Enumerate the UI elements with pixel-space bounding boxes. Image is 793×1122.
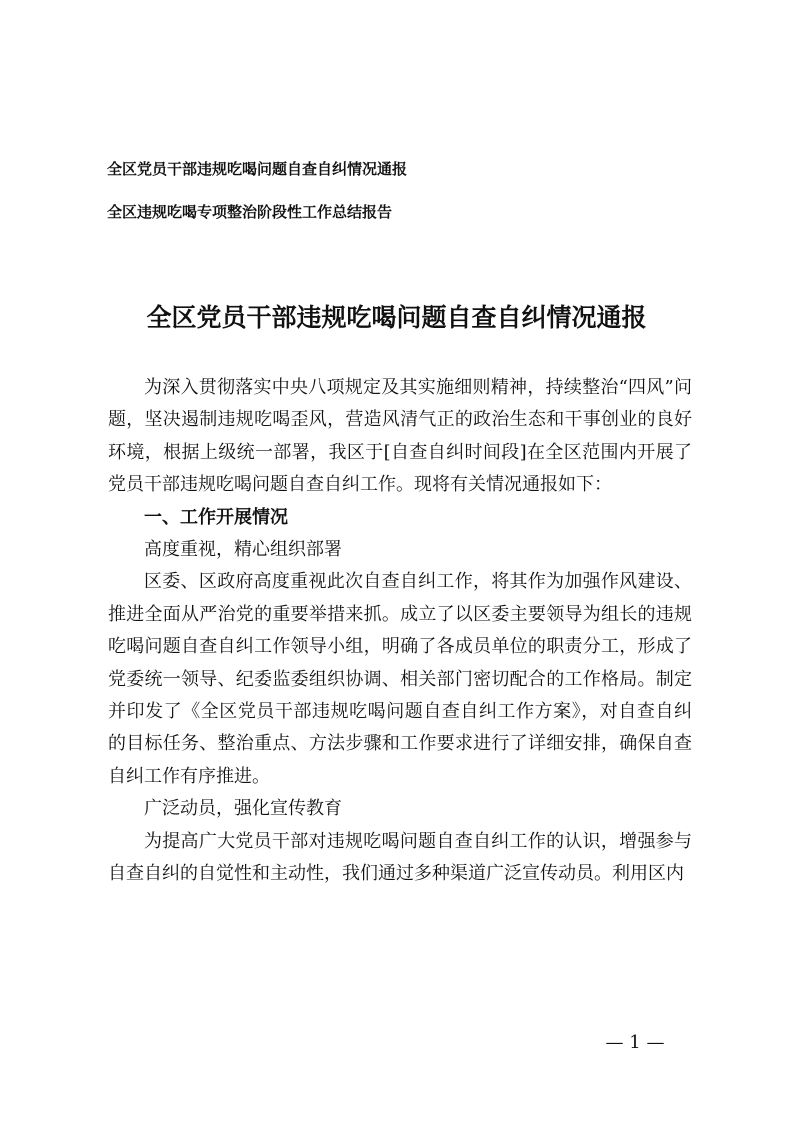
subsection-2-heading: 广泛动员，强化宣传教育: [144, 798, 342, 820]
page-number: — 1 —: [605, 1032, 665, 1053]
toc-item-1[interactable]: 全区党员干部违规吃喝问题自查自纠情况通报: [107, 160, 408, 178]
section-1-heading: 一、工作开展情况: [144, 506, 288, 528]
subsection-1-paragraph: 区委、区政府高度重视此次自查自纠工作，将其作为加强作风建设、推进全面从严治党的重要举措来抓。成立了以区委主要领导为组长的违规吃喝问题自查自纠工作领导小组，明确了各成员单位的职责分工，形成了党委统一领导、纪委监委组织协调、相关部门密切配合的工作格局。制定并印发了《全区党员干部违规吃喝问题自查自纠工作方案》，对自查自纠的目标任务、整治重点、方法步骤和工作要求进行了详细安排，确保自查自纠工作有序推进。: [108, 571, 692, 787]
toc-item-2[interactable]: 全区违规吃喝专项整治阶段性工作总结报告: [107, 203, 393, 221]
subsection-2-paragraph: 为提高广大党员干部对违规吃喝问题自查自纠工作的认识，增强参与自查自纠的自觉性和主动性，我们通过多种渠道广泛宣传动员。利用区内: [108, 830, 692, 885]
document-title: 全区党员干部违规吃喝问题自查自纠情况通报: [146, 303, 647, 332]
document-body: [108, 372, 692, 891]
subsection-1-heading: 高度重视，精心组织部署: [144, 539, 342, 561]
intro-paragraph: 为深入贯彻落实中央八项规定及其实施细则精神，持续整治“四风”问题，坚决遏制违规吃喝歪风，营造风清气正的政治生态和干事创业的良好环境，根据上级统一部署，我区于[自查自纠时间段]在全区范围内开展了党员干部违规吃喝问题自查自纠工作。现将有关情况通报如下：: [108, 377, 692, 496]
